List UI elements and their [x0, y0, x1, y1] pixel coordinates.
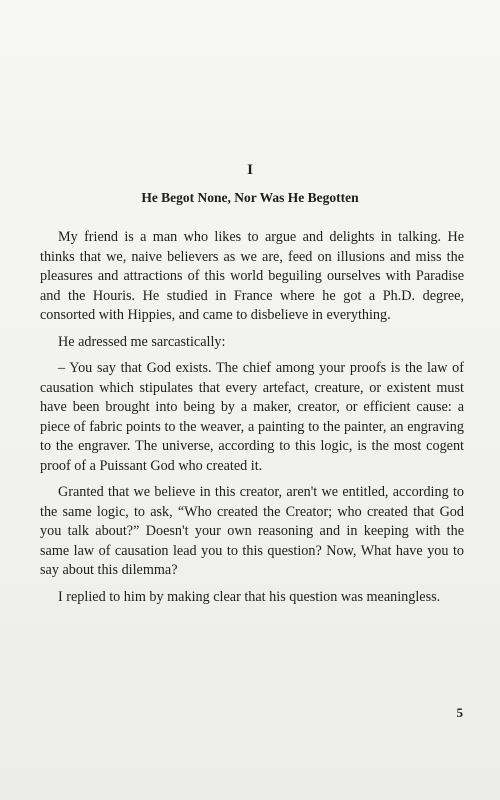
chapter-numeral: I — [247, 162, 253, 178]
paragraph: He adressed me sarcastically: — [58, 333, 226, 350]
chapter-title: He Begot None, Nor Was He Begotten — [141, 190, 359, 205]
page-number: 5 — [456, 705, 463, 720]
paragraph: My friend is a man who likes to argue and delights in talking. He thinks that we, naive believers as we are, feed on illusions and miss the pleasures and attractions of this world beguiling ourselves with Paradise and the Houris. He studied in France where he got a Ph.D. degree, consorted with Hippies, and came to disbelieve in everything. — [40, 229, 464, 323]
paragraph: I replied to him by making clear that his question was meaningless. — [58, 588, 441, 605]
body-text — [40, 228, 464, 614]
paragraph: Granted that we believe in this creator, aren't we entitled, according to the same logic, to ask, “Who created the Creator; who created that God you talk about?” Doesn't your own reasoning and in keeping with the same law of causation lead you to this question? Now, What have you to say about this dilemma? — [40, 484, 464, 578]
paragraph: – You say that God exists. The chief among your proofs is the law of causation which stipulates that every artefact, creature, or existent must have been brought into being by a maker, creator, or efficient cause: a piece of fabric points to the weaver, a painting to the painter, an engraving to the engraver. The universe, according to this logic, is the most cogent proof of a Puissant God who created it. — [40, 360, 464, 474]
